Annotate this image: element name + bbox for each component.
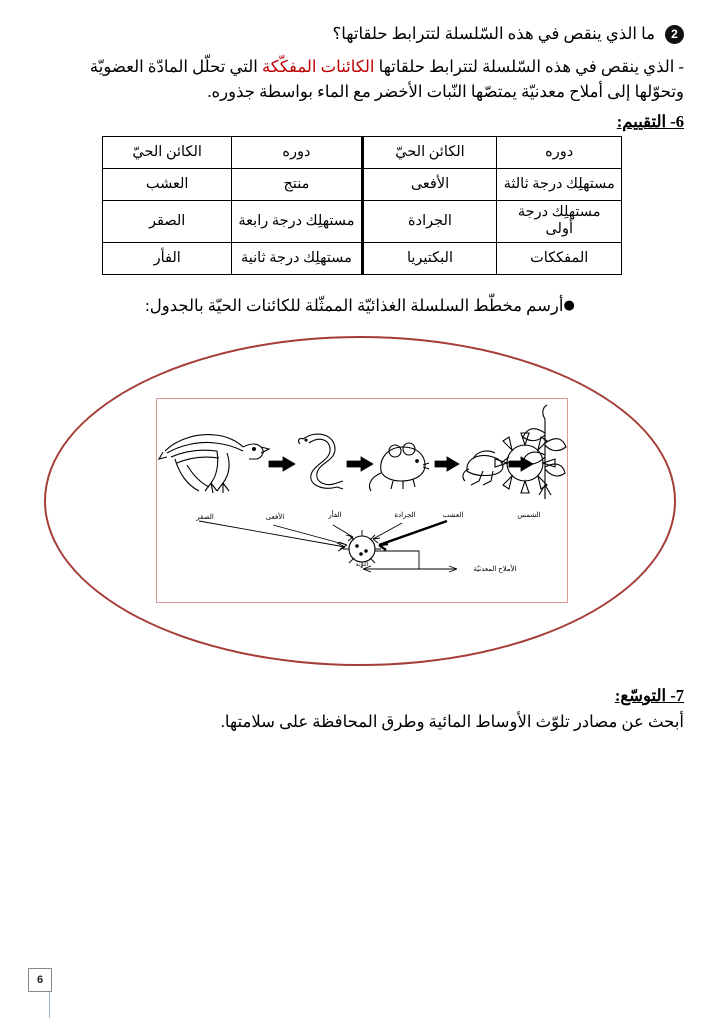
section-7-heading: 7- التوسّع: [614,686,684,705]
eagle-figure [159,435,269,493]
arrow-eagle-snake [269,457,295,471]
label-grasshopper: الجرادة [394,511,416,519]
table-header-cell: دوره [232,137,362,169]
diagram-inner-frame [156,398,568,603]
label-eagle: الصقر [196,513,214,521]
question-line [36,24,684,44]
answer-line-1 [36,54,684,79]
snake-figure [299,434,343,489]
table-header-cell: الكائن الحيّ [103,137,232,169]
table-cell: منتج [232,169,362,201]
table-cell: الفأر [103,243,232,275]
section-6-heading: 6- التقييم: [616,112,684,131]
table-header-row [103,137,622,169]
label-snake: الأفعى [265,513,285,521]
table-cell: الجرادة [362,201,497,243]
question-number-badge: 2 [665,25,684,44]
diagram-svg [157,399,567,602]
draw-instruction-text: أرسم مخطّط السلسلة الغذائيّة الممثّلة للكائنات الحيّة بالجدول: [145,296,564,315]
answer-line1-after: التي تحلّل المادّة العضويّة [89,57,262,76]
table-cell: الصقر [103,201,232,243]
evaluation-table [102,136,622,275]
label-soil: التربة [355,562,369,568]
footer-tick-mark [49,992,50,1018]
food-chain-diagram [44,336,676,666]
table-cell: مستهلِك درجة ثالثة [497,169,622,201]
table-cell: الأفعى [362,169,497,201]
page-number-badge: 6 [28,968,52,992]
table-cell: المفككات [497,243,622,275]
answer-line-2: وتحوّلها إلى أملاح معدنيّة يمتصّها النّبات الأخضر مع الماء بواسطة جذوره. [207,82,684,102]
decomposer-arrows [199,521,457,572]
table-header-cell: الكائن الحيّ [362,137,497,169]
label-grass: العشب [442,511,464,519]
section-7-body: أبحث عن مصادر تلوّث الأوساط المائية وطرق المحافظة على سلامتها. [220,712,684,731]
answer-line1-before: - الذي ينقص في هذه السّلسلة لتترابط حلقاتها [374,57,684,76]
bullet-icon: ● [563,298,575,313]
table-cell: مستهلِك درجة أولى [497,201,622,243]
mouse-figure [369,443,429,491]
label-mouse: الفأر [328,511,342,519]
plant-figure [523,405,566,499]
table-row [103,201,622,243]
grasshopper-figure [463,451,510,485]
arrow-mouse-grasshopper [435,457,459,471]
table-cell: مستهلِك درجة رابعة [232,201,362,243]
table-header-cell: دوره [497,137,622,169]
table-row [103,243,622,275]
label-minerals: الأملاح المعدنيّة [473,565,517,573]
diagram-labels [195,508,540,573]
table-row [103,169,622,201]
table-cell: العشب [103,169,232,201]
arrow-snake-mouse [347,457,373,471]
label-sun: الشمس [517,511,541,519]
evaluation-table-wrapper [102,136,622,275]
table-cell: البكتيريا [362,243,497,275]
answer-paragraph [36,54,684,104]
draw-instruction [36,296,684,316]
table-cell: مستهلِك درجة ثانية [232,243,362,275]
answer-highlight-term: الكائنات المفكّكة [261,57,375,76]
question-text: ما الذي ينقص في هذه السّلسلة لتترابط حلقاتها؟ [332,24,655,43]
